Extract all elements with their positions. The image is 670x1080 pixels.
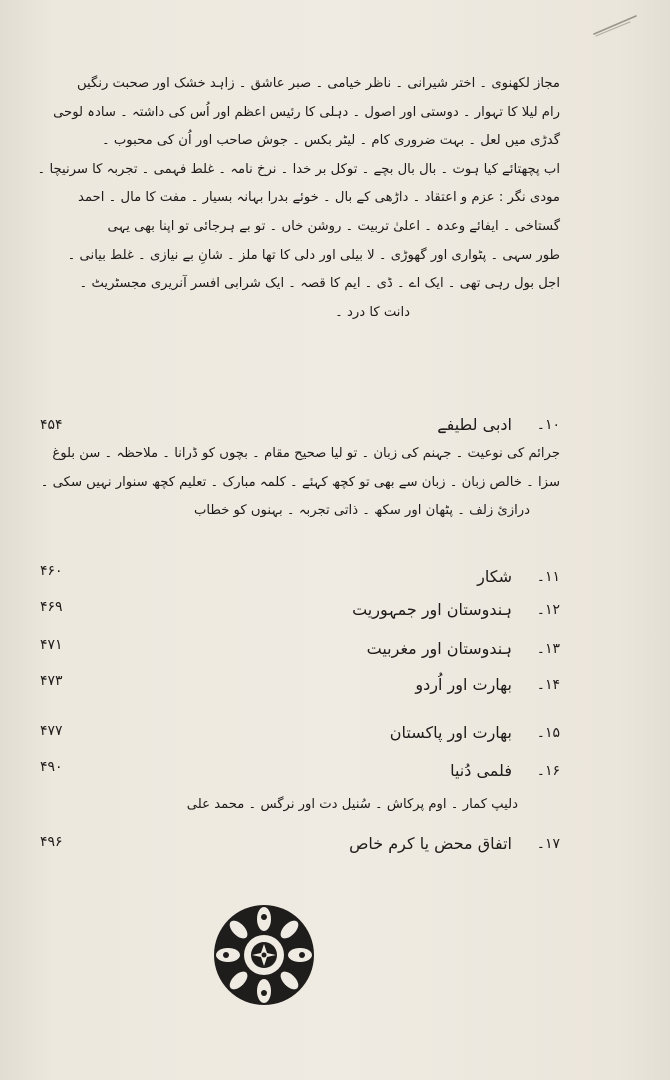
entry-line: سزا ۔ خالص زبان ۔ زبان سے بھی تو کچھ کہئے ۔ کلمہ مبارک ۔ تعلیم کچھ سنوار نہیں سکی ۔	[40, 474, 560, 490]
toc-section-16	[110, 756, 560, 786]
section-title: فلمی دُنیا	[450, 761, 512, 780]
page-number: ۴۶۰	[40, 563, 63, 579]
section-title: بھارت اور پاکستان	[389, 723, 512, 742]
toc-section-14	[110, 670, 560, 700]
section-number: ۱۴۔	[536, 677, 560, 693]
entry-line: دانت کا درد ۔	[335, 304, 410, 320]
floral-rosette-icon	[212, 903, 316, 1007]
section-number: ۱۶۔	[536, 763, 560, 779]
toc-section-13	[110, 634, 560, 664]
entry-line: اب پچھتائے کیا ہوت ۔ بال بال بچے ۔ توکل بر خدا ۔ نرخ نامہ ۔ غلط فہمی ۔ تجربہ کا سرنیچا ۔	[37, 161, 560, 177]
entry-line: رام لیلا کا تہوار ۔ دوستی اور اصول ۔ دہلی کا رئیس اعظم اور اُس کی داشتہ ۔ سادہ لوحی	[53, 104, 560, 120]
page-number: ۴۷۷	[40, 723, 63, 739]
section-number: ۱۳۔	[536, 641, 560, 657]
section-number: ۱۷۔	[536, 836, 560, 852]
toc-section-10	[110, 410, 560, 440]
section-title: ہندوستان اور مغربیت	[366, 639, 512, 658]
toc-section-17	[110, 829, 560, 859]
section-title: ہندوستان اور جمہوریت	[352, 600, 512, 619]
section-number: ۱۲۔	[536, 602, 560, 618]
page-number: ۴۹۶	[40, 834, 63, 850]
section-10-entries	[40, 440, 560, 526]
continued-entries	[37, 70, 560, 327]
page-number: ۴۷۳	[40, 673, 63, 689]
section-number: ۱۰۔	[536, 417, 560, 433]
page-number: ۴۹۰	[40, 759, 63, 775]
section-title: شکار	[477, 567, 512, 586]
section-title: بھارت اور اُردو	[415, 675, 512, 694]
section-number: ۱۱۔	[536, 569, 560, 585]
entry-line: گستاخی ۔ ایفائے وعدہ ۔ اعلیٰ تربیت ۔ روشن خاں ۔ تو بے ہرجائی تو اپنا بھی یہی	[107, 218, 560, 234]
section-16-entries: دلیپ کمار ۔ اوم پرکاش ۔ سُنیل دت اور نرگس ۔ محمد علی	[186, 797, 518, 812]
entry-line: اجل بول رہی تھی ۔ ایک اے ۔ ڈی ۔ ایم کا قصہ ۔ ایک شرابی افسر آنریری مجسٹریٹ ۔	[79, 276, 560, 292]
section-title: اتفاق محض یا کرم خاص	[349, 834, 512, 853]
entry-line: درازیٔ زلف ۔ پٹھان اور سکھ ۔ ذاتی تجربہ ۔ بہنوں کو خطاب	[193, 503, 530, 519]
entry-line: طور سہی ۔ پٹواری اور گھوڑی ۔ لا بیلی اور دلی کا تھا ملز ۔ شانِ بے نیازی ۔ غلط بیانی ۔	[67, 247, 560, 263]
entry-line: مجاز لکھنوی ۔ اختر شیرانی ۔ ناظر خیامی ۔ صبر عاشق ۔ زاہد خشک اور صحبت رنگیں	[77, 76, 560, 91]
page-number: ۴۶۹	[40, 599, 63, 615]
page-number: ۴۵۴	[40, 417, 63, 433]
section-title: ادبی لطیفے	[437, 415, 512, 434]
page-number: ۴۷۱	[40, 637, 63, 653]
toc-section-11	[110, 562, 560, 592]
pencil-mark-icon	[590, 14, 640, 38]
entry-line: جرائم کی نوعیت ۔ جہنم کی زبان ۔ تو لیا صحیح مقام ۔ بچوں کو ڈرانا ۔ ملاحظہ ۔ سن بلوغ	[52, 446, 560, 461]
toc-section-12	[110, 595, 560, 625]
entry-line: گدڑی میں لعل ۔ بہت ضروری کام ۔ لیٹر بکس ۔ جوش صاحب اور اُن کی محبوب ۔	[101, 133, 560, 149]
entry-line: مودی نگر : عزم و اعتقاد ۔ داڑھی کے بال ۔ خوئے بدرا بہانہ بسیار ۔ مفت کا مال ۔ احمد	[78, 190, 560, 206]
toc-section-15	[110, 718, 560, 748]
section-number: ۱۵۔	[536, 725, 560, 741]
